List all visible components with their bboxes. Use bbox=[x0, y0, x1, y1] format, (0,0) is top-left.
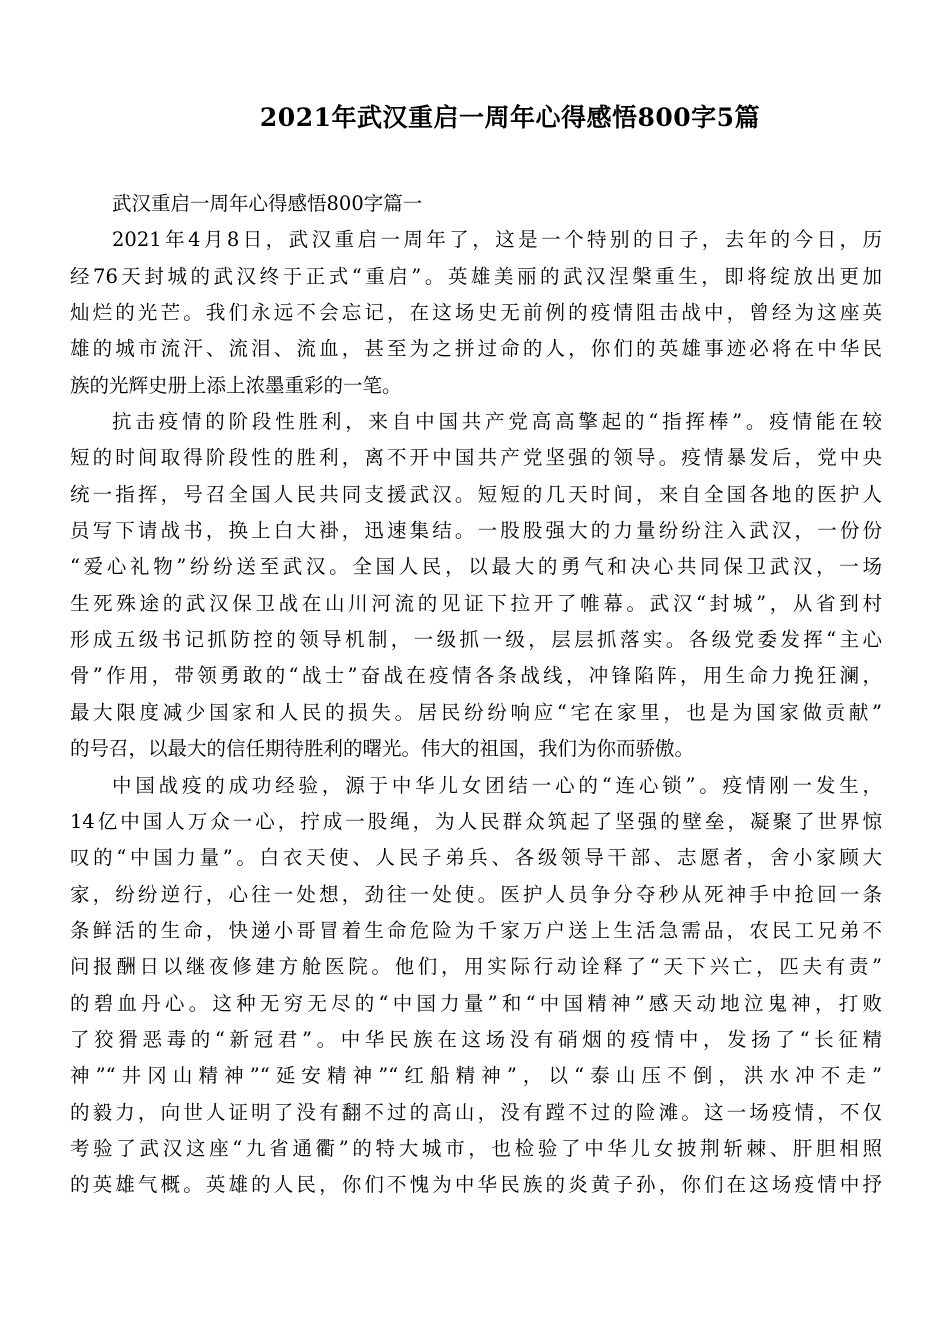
text-line: 的碧血丹心。这种无穷无尽的“中国力量”和“中国精神”感天动地泣鬼神，打败 bbox=[70, 991, 882, 1015]
text-line: 生死殊途的武汉保卫战在山川河流的见证下拉开了帷幕。武汉“封城”，从省到村 bbox=[70, 591, 882, 615]
text-line: 的毅力，向世人证明了没有翻不过的高山，没有蹚不过的险滩。这一场疫情，不仅 bbox=[70, 1100, 882, 1124]
text-line: 叹的“中国力量”。白衣天使、人民子弟兵、各级领导干部、志愿者，舍小家顾大 bbox=[70, 846, 882, 870]
text-line: “爱心礼物”纷纷送至武汉。全国人民，以最大的勇气和决心共同保卫武汉，一场 bbox=[70, 555, 882, 579]
text-line: 的号召，以最大的信任期待胜利的曙光。伟大的祖国，我们为你而骄傲。 bbox=[70, 737, 695, 761]
text-line: 神”“井冈山精神”“延安精神”“红船精神”，以“泰山压不倒，洪水冲不走” bbox=[70, 1064, 882, 1088]
text-line: 短的时间取得阶段性的胜利，离不开中国共产党坚强的领导。疫情暴发后，党中央 bbox=[70, 446, 882, 470]
text-line: 考验了武汉这座“九省通衢”的特大城市，也检验了中华儿女披荆斩棘、肝胆相照 bbox=[70, 1136, 882, 1160]
text-line: 家，纷纷逆行，心往一处想，劲往一处使。医护人员争分夺秒从死神手中抢回一条 bbox=[70, 882, 882, 906]
text-line: 条鲜活的生命，快递小哥冒着生命危险为千家万户送上生活急需品，农民工兄弟不 bbox=[70, 918, 882, 942]
text-line: 的英雄气概。英雄的人民，你们不愧为中华民族的炎黄子孙，你们在这场疫情中抒 bbox=[70, 1173, 882, 1197]
document-title: 2021年武汉重启一周年心得感悟800字5篇 bbox=[259, 103, 761, 132]
text-line: 族的光辉史册上添上浓墨重彩的一笔。 bbox=[70, 373, 402, 397]
text-line: 了狡猾恶毒的“新冠君”。中华民族在这场没有硝烟的疫情中，发扬了“长征精 bbox=[70, 1027, 882, 1051]
document-body bbox=[70, 186, 882, 1204]
text-line: 形成五级书记抓防控的领导机制，一级抓一级，层层抓落实。各级党委发挥“主心 bbox=[70, 628, 882, 652]
text-line: 统一指挥，号召全国人民共同支援武汉。短短的几天时间，来自全国各地的医护人 bbox=[70, 482, 882, 506]
text-line: 最大限度减少国家和人民的损失。居民纷纷响应“宅在家里，也是为国家做贡献” bbox=[70, 700, 882, 724]
text-line: 经76天封城的武汉终于正式“重启”。英雄美丽的武汉涅槃重生，即将绽放出更加 bbox=[70, 264, 882, 288]
text-line: 灿烂的光芒。我们永远不会忘记，在这场史无前例的疫情阻击战中，曾经为这座英 bbox=[70, 301, 882, 325]
text-line: 雄的城市流汗、流泪、流血，甚至为之拼过命的人，你们的英雄事迹必将在中华民 bbox=[70, 337, 882, 361]
text-line: 2021年4月8日，武汉重启一周年了，这是一个特别的日子，去年的今日，历 bbox=[112, 228, 882, 252]
text-line: 武汉重启一周年心得感悟800字篇一 bbox=[112, 192, 423, 215]
text-line: 骨”作用，带领勇敢的“战士”奋战在疫情各条战线，冲锋陷阵，用生命力挽狂澜， bbox=[70, 664, 882, 688]
text-line: 问报酬日以继夜修建方舱医院。他们，用实际行动诠释了“天下兴亡，匹夫有责” bbox=[70, 955, 882, 979]
text-line: 抗击疫情的阶段性胜利，来自中国共产党高高擎起的“指挥棒”。疫情能在较 bbox=[112, 410, 882, 434]
text-line: 中国战疫的成功经验，源于中华儿女团结一心的“连心锁”。疫情刚一发生， bbox=[112, 773, 882, 797]
text-line: 员写下请战书，换上白大褂，迅速集结。一股股强大的力量纷纷注入武汉，一份份 bbox=[70, 519, 882, 543]
text-line: 14亿中国人万众一心，拧成一股绳，为人民群众筑起了坚强的壁垒，凝聚了世界惊 bbox=[70, 809, 882, 833]
